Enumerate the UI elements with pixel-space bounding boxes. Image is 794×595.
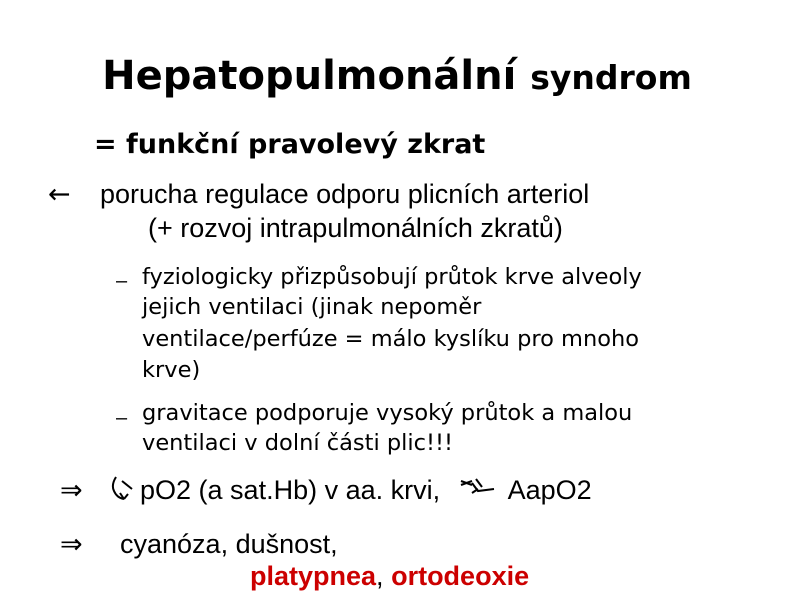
po2-p: p <box>140 475 156 505</box>
double-arrow-icon: ⇒ <box>60 475 83 506</box>
title-sub: syndrom <box>530 58 692 97</box>
bullet-1-line-2: jejich ventilaci (jinak nepoměr <box>142 294 482 320</box>
comma-separator: , <box>376 561 384 591</box>
cause-text-1: porucha regulace odporu plicních arteriol <box>100 179 590 209</box>
down-arrow-icon <box>108 475 140 508</box>
consequence-line-3 <box>250 560 529 592</box>
up-arrow-icon <box>458 475 498 508</box>
cause-line-1 <box>48 178 589 211</box>
consequence-1-text: O2 (a sat.Hb) v aa. krvi, <box>155 475 441 505</box>
bullet-1-line-3: ventilace/perfúze = málo kyslíku pro mnoho <box>142 326 640 352</box>
cause-line-2: (+ rozvoj intrapulmonálních zkratů) <box>148 213 563 243</box>
consequence-2-text: cyanóza, dušnost, <box>120 529 338 559</box>
platypnea-term: platypnea <box>250 561 377 591</box>
bullet-1-line-1: fyziologicky přizpůsobují průtok krve alveoly <box>142 264 642 290</box>
slide-title <box>0 52 794 102</box>
title-main: Hepatopulmonální <box>102 53 517 99</box>
ortodeoxie-term: ortodeoxie <box>391 561 530 591</box>
bullet-1-line-4: krve) <box>142 357 201 383</box>
bullet-2-line-1: gravitace podporuje vysoký průtok a malou <box>142 400 633 426</box>
dash-bullet-1: – <box>116 270 128 292</box>
aapo2-label: AapO2 <box>507 475 592 505</box>
double-arrow-icon-2: ⇒ <box>60 529 83 560</box>
consequence-line-2 <box>60 528 338 561</box>
subtitle: = funkční pravolevý zkrat <box>94 129 486 160</box>
dash-bullet-2: – <box>116 407 128 429</box>
consequence-line-1 <box>60 474 592 508</box>
left-arrow-icon: ← <box>48 179 71 210</box>
bullet-2-line-2: ventilaci v dolní části plic!!! <box>142 430 454 456</box>
